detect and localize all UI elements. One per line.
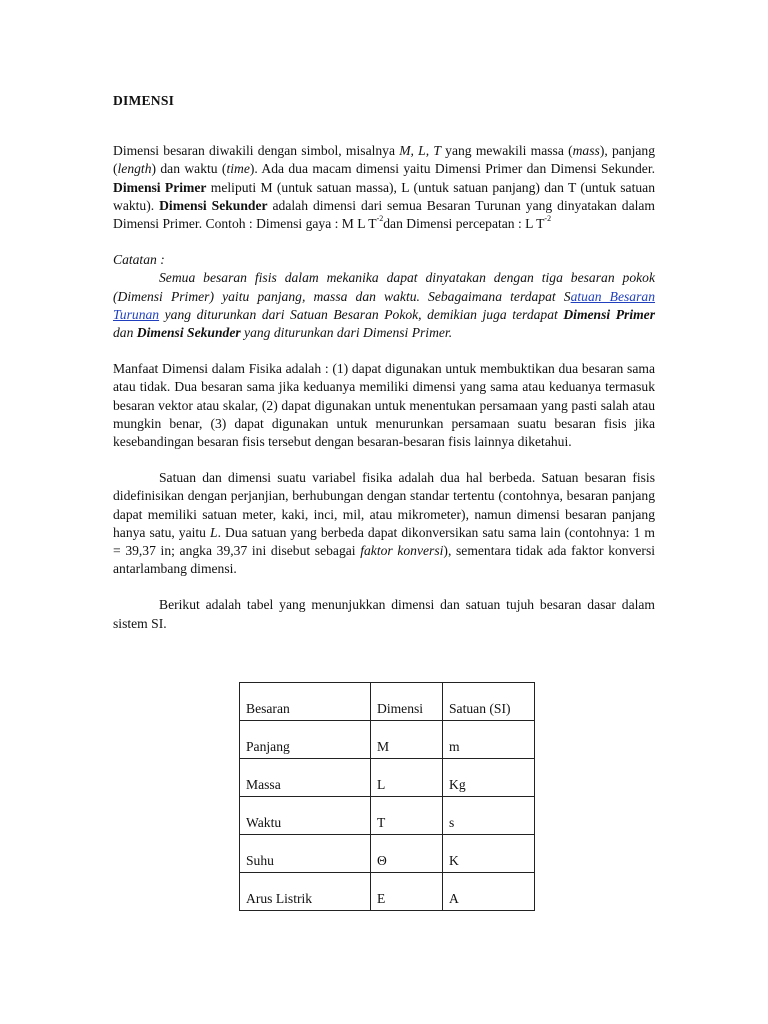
document-page — [113, 92, 656, 906]
table-cell: Waktu — [240, 797, 371, 835]
table-header-cell: Besaran — [240, 683, 371, 721]
table-cell: E — [371, 873, 443, 911]
note-primer-bold: Dimensi Primer — [563, 306, 655, 322]
table-cell: K — [443, 835, 535, 873]
satuan-L: L — [210, 524, 218, 540]
exponent-percepatan: -2 — [544, 214, 552, 224]
intro-mass: mass — [572, 143, 600, 159]
intro-paragraph — [113, 142, 655, 233]
note-sekunder-bold: Dimensi Sekunder — [136, 325, 241, 341]
table-cell: Massa — [240, 759, 371, 797]
satuan-besaran-turunan-link[interactable]: atuan Besaran Turunan — [113, 288, 655, 322]
intro-text-8: dan Dimensi percepatan : L T — [383, 216, 545, 232]
satuan-text-2: . Dua satuan yang berbeda dapat dikonversikan satu sama lain (contohnya: 1 m = 39,37 in; angka 39,37 ini disebut sebagai — [113, 524, 655, 559]
table-cell: A — [443, 873, 535, 911]
table-cell: L — [371, 759, 443, 797]
table-cell: T — [371, 797, 443, 835]
table-row — [240, 721, 535, 759]
intro-primer-bold: Dimensi Primer — [113, 179, 207, 195]
table-cell: Θ — [371, 835, 443, 873]
intro-text-7: adalah dimensi dari semua Besaran Turunan yang dinyatakan dalam Dimensi Primer. Contoh : Dimensi gaya : M L T — [113, 197, 655, 232]
satuan-text-1: Satuan dan dimensi suatu variabel fisika adalah dua hal berbeda. Satuan besaran fisis didefinisikan dengan perjanjian, berhubungan dengan standar tertentu (contohnya, besaran panjang dapat memiliki satuan meter, kaki, inci, mil, atau mikrometer), namun dimensi besaran panjang hanya satu, yaitu — [113, 470, 655, 540]
table-header-cell: Satuan (SI) — [443, 683, 535, 721]
intro-text-5: ). Ada dua macam dimensi yaitu Dimensi Primer dan Dimensi Sekunder. — [249, 161, 655, 177]
satuan-text-3: ), sementara tidak ada faktor konversi antarlambang dimensi. — [113, 543, 656, 577]
table-row — [240, 873, 535, 911]
note-label: Catatan : — [113, 252, 165, 268]
table-cell: m — [443, 721, 535, 759]
table-cell: M — [371, 721, 443, 759]
table-cell: Panjang — [240, 721, 371, 759]
intro-time: time — [226, 161, 250, 177]
table-cell: Suhu — [240, 835, 371, 873]
note-text-2: yang diturunkan dari Satuan Besaran Pokok, demikian juga terdapat — [159, 306, 564, 322]
intro-text-6: meliputi M (untuk satuan massa), L (untuk satuan panjang) dan T (untuk satuan waktu). — [113, 179, 655, 213]
table-row — [240, 797, 535, 835]
berikut-paragraph: Berikut adalah tabel yang menunjukkan dimensi dan satuan tujuh besaran dasar dalam sistem SI. — [113, 597, 655, 631]
note-text-4: yang diturunkan dari Dimensi Primer. — [240, 325, 453, 341]
satuan-faktor: faktor konversi — [360, 543, 444, 559]
table-row — [240, 759, 535, 797]
exponent-gaya: -2 — [376, 214, 384, 224]
note-paragraph — [113, 269, 655, 342]
note-text-1: Semua besaran fisis dalam mekanika dapat dinyatakan dengan tiga besaran pokok (Dimensi Primer) yaitu panjang, massa dan waktu. Sebagaimana terdapat S — [113, 270, 655, 304]
intro-text-1: Dimensi besaran diwakili dengan simbol, misalnya — [113, 143, 400, 159]
dimension-table — [239, 682, 535, 911]
intro-sekunder-bold: Dimensi Sekunder — [159, 197, 268, 213]
page-title: DIMENSI — [113, 93, 175, 108]
intro-text-2: yang mewakili massa ( — [440, 143, 573, 159]
table-cell: Kg — [443, 759, 535, 797]
satuan-paragraph — [113, 469, 655, 578]
manfaat-paragraph: Manfaat Dimensi dalam Fisika adalah : (1) dapat digunakan untuk membuktikan dua besaran sama atau tidak. Dua besaran sama jika keduanya memiliki dimensi yang sama atau keduanya termasuk besaran vektor atau skalar, (2) dapat digunakan untuk menentukan persamaan yang pasti salah atau mungkin benar, (3) dapat digunakan untuk menurunkan persamaan suatu besaran fisis jika kesebandingan besaran fisis tersebut dengan besaran-besaran fisis lainnya diketahui. — [113, 361, 655, 450]
note-text-3: dan — [113, 325, 137, 341]
intro-length: length — [117, 161, 152, 177]
table-cell: Arus Listrik — [240, 873, 371, 911]
table-cell: s — [443, 797, 535, 835]
intro-text-4: ) dan waktu ( — [151, 161, 227, 177]
intro-symbols: M, L, T — [399, 143, 441, 159]
table-row — [240, 835, 535, 873]
table-header-row — [240, 683, 535, 721]
intro-text-3: ), panjang ( — [113, 143, 655, 177]
table-header-cell: Dimensi — [371, 683, 443, 721]
